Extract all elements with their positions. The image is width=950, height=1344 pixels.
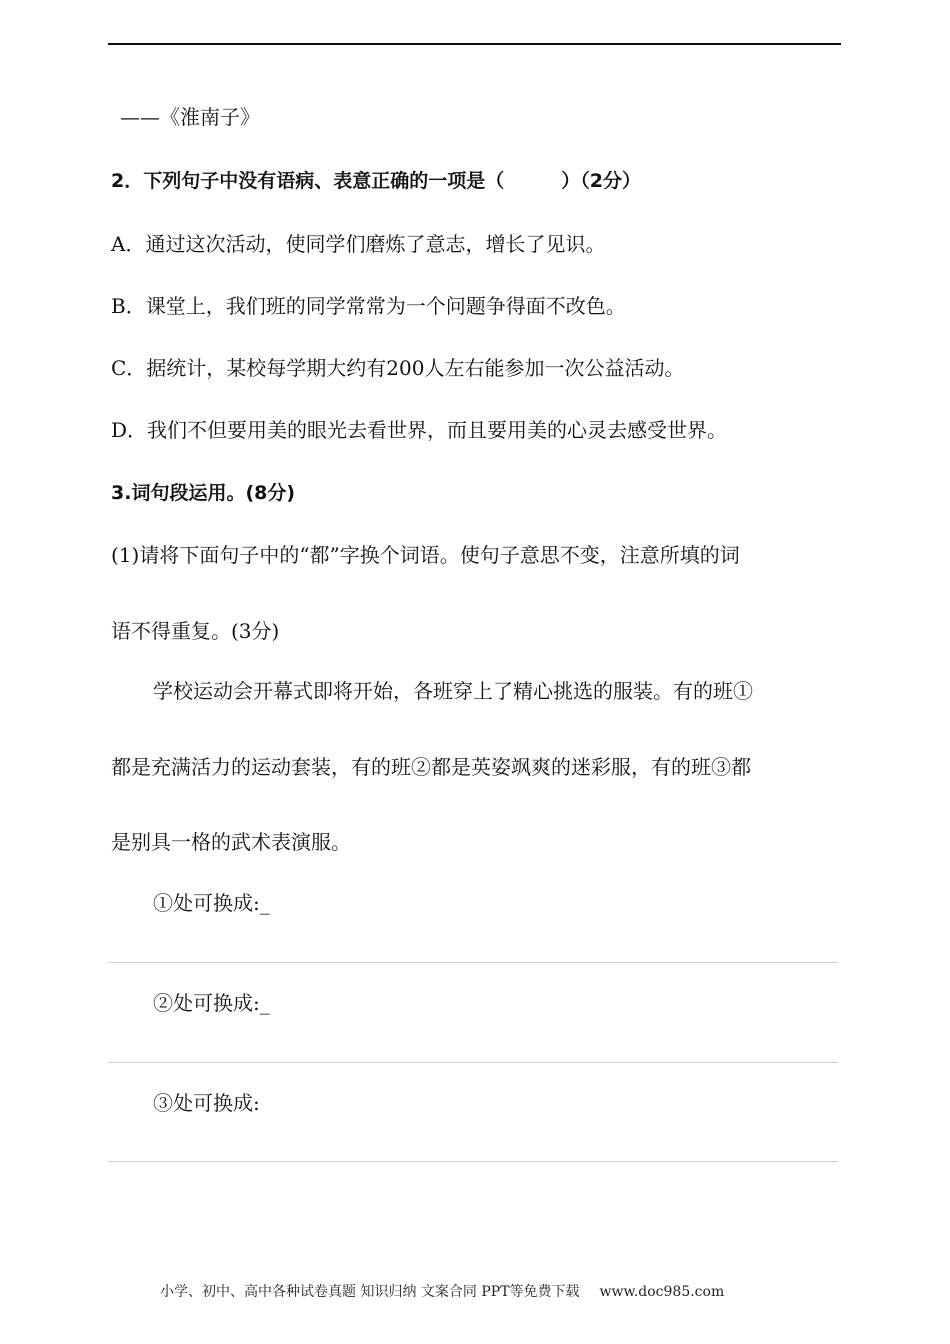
option-b: B．课堂上，我们班的同学常常为一个问题争得面不改色。 — [111, 294, 626, 318]
passage-line-1: 学校运动会开幕式即将开始，各班穿上了精心挑选的服装。有的班① — [153, 679, 753, 703]
blank-2-prompt: ②处可换成:_ — [153, 991, 270, 1015]
passage-line-3: 是别具一格的武术表演服。 — [111, 830, 351, 854]
answer-line-2[interactable] — [108, 1062, 838, 1063]
sub-question-1-line-2: 语不得重复。(3分) — [111, 619, 280, 643]
header-rule — [108, 43, 841, 45]
blank-1-prompt: ①处可换成:_ — [153, 891, 270, 915]
question-2-stem: 2．下列句子中没有语病、表意正确的一项是（ ）（2分） — [111, 170, 641, 192]
footer-site-link[interactable]: www.doc985.com — [599, 1284, 725, 1300]
option-a: A．通过这次活动，使同学们磨炼了意志，增长了见识。 — [111, 232, 606, 256]
option-d: D．我们不但要用美的眼光去看世界，而且要用美的心灵去感受世界。 — [111, 418, 728, 442]
footer — [160, 1282, 724, 1302]
footer-text: 小学、初中、高中各种试卷真题 知识归纳 文案合同 PPT等免费下载 — [160, 1284, 580, 1300]
answer-line-3[interactable] — [108, 1161, 838, 1162]
blank-3-prompt: ③处可换成: — [153, 1091, 260, 1115]
passage-line-2: 都是充满活力的运动套装，有的班②都是英姿飒爽的迷彩服，有的班③都 — [111, 755, 751, 779]
question-3-title: 3.词句段运用。(8分) — [111, 482, 296, 504]
quote-source: ——《淮南子》 — [120, 105, 260, 129]
sub-question-1-line-1: (1)请将下面句子中的“都”字换个词语。使句子意思不变，注意所填的词 — [111, 543, 740, 567]
answer-line-1[interactable] — [108, 962, 838, 963]
option-c: C．据统计，某校每学期大约有200人左右能参加一次公益活动。 — [111, 356, 685, 380]
